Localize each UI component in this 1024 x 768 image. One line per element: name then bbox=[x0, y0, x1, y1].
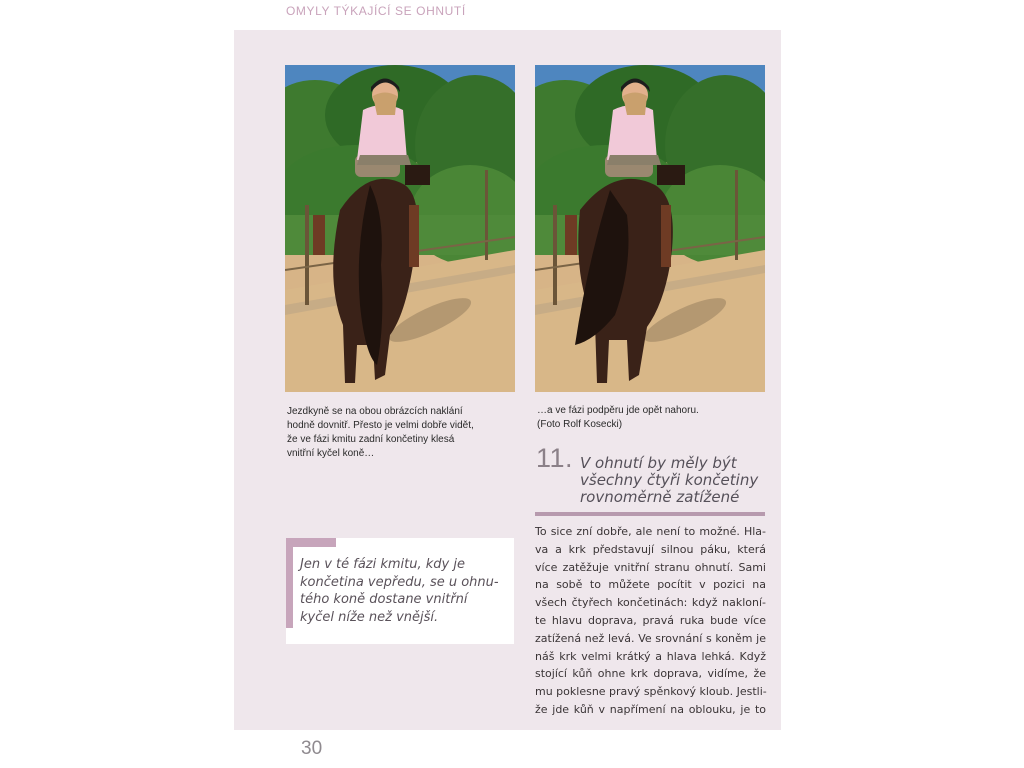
caption-line: Jezdkyně se na obou obrázcích naklání bbox=[287, 406, 463, 417]
quote-line: kyčel níže než vnější. bbox=[300, 609, 439, 625]
section-number: 11. bbox=[536, 443, 574, 473]
caption-right bbox=[537, 404, 762, 432]
caption-left bbox=[287, 405, 507, 461]
body-line: více zatěžuje vnitřní stranu ohnutí. Sami bbox=[535, 560, 766, 574]
section-title bbox=[580, 455, 780, 506]
photo-left bbox=[285, 65, 515, 392]
section-title-line: všechny čtyři končetiny bbox=[580, 471, 759, 489]
running-head: OMYLY TÝKAJÍCÍ SE OHNUTÍ bbox=[286, 4, 466, 18]
quote-line: Jen v té fázi kmitu, kdy je bbox=[300, 557, 465, 572]
body-text bbox=[535, 523, 766, 719]
body-line: To sice zní dobře, ale není to možné. Hla- bbox=[535, 525, 766, 538]
section-title-line: V ohnutí by měly být bbox=[580, 454, 737, 472]
pull-quote-text bbox=[300, 556, 510, 626]
caption-line: vnitřní kyčel koně… bbox=[287, 448, 375, 459]
body-line: stojící kůň ohne krk doprava, vidíme, že bbox=[535, 667, 766, 681]
body-line: na sobě to můžete pocítit v pozici na bbox=[535, 578, 766, 592]
caption-line: že ve fázi kmitu zadní končetiny klesá bbox=[287, 434, 455, 445]
body-line: te hlavu doprava, pravá ruka bude více bbox=[535, 613, 766, 627]
section-title-line: rovnoměrně zatížené bbox=[580, 488, 740, 506]
pull-quote-bar bbox=[286, 538, 293, 628]
page-number: 30 bbox=[301, 738, 323, 759]
caption-line: …a ve fázi podpěru jde opět nahoru. bbox=[537, 405, 699, 416]
body-line: že jde kůň v napřímení na oblouku, je to bbox=[535, 702, 766, 716]
body-line: mu poklesne pravý spěnkový kloub. Jestli- bbox=[535, 685, 767, 699]
body-line: zatížená než levá. Ve srovnání s koněm je bbox=[535, 631, 766, 645]
horse-rider-photo-left bbox=[285, 65, 515, 392]
body-line: náš krk velmi krátký a hlava lehká. Když bbox=[535, 649, 766, 663]
pull-quote-accent bbox=[286, 538, 336, 547]
photo-right bbox=[535, 65, 765, 392]
body-line: va a krk představují silnou páku, která bbox=[535, 542, 766, 556]
caption-line: (Foto Rolf Kosecki) bbox=[537, 419, 623, 430]
body-line: všech čtyřech končetinách: když nakloní- bbox=[535, 596, 766, 610]
quote-line: končetina vepředu, se u ohnu- bbox=[300, 574, 499, 590]
quote-line: tého koně dostane vnitřní bbox=[300, 592, 468, 607]
section-title-rule bbox=[535, 512, 765, 516]
caption-line: hodně dovnitř. Přesto je velmi dobře vidět, bbox=[287, 420, 474, 431]
horse-rider-photo-right bbox=[535, 65, 765, 392]
